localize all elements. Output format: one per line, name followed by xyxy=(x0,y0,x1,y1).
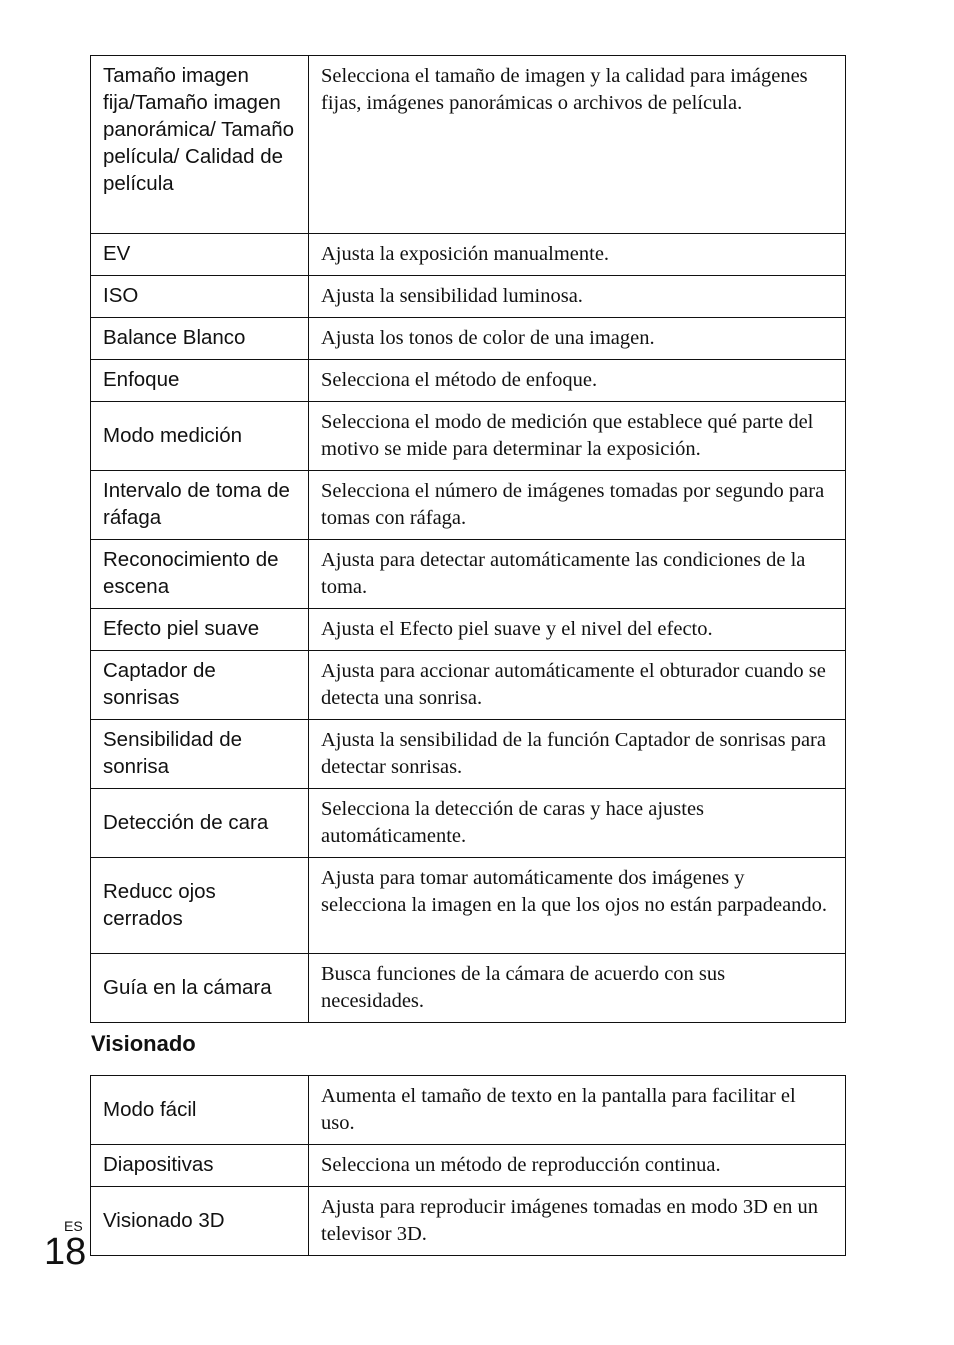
setting-term: Efecto piel suave xyxy=(91,609,309,651)
table-row xyxy=(91,720,846,789)
setting-term: Visionado 3D xyxy=(91,1187,309,1256)
setting-term: Detección de cara xyxy=(91,789,309,858)
table-row xyxy=(91,651,846,720)
setting-description: Ajusta los tonos de color de una imagen. xyxy=(309,318,846,360)
setting-term: Intervalo de toma de ráfaga xyxy=(91,471,309,540)
setting-description: Selecciona un método de reproducción continua. xyxy=(309,1145,846,1187)
table-row xyxy=(91,858,846,954)
setting-description: Selecciona el número de imágenes tomadas por segundo para tomas con ráfaga. xyxy=(309,471,846,540)
setting-term: Enfoque xyxy=(91,360,309,402)
table-row xyxy=(91,56,846,234)
setting-description: Ajusta para reproducir imágenes tomadas en modo 3D en un televisor 3D. xyxy=(309,1187,846,1256)
setting-description: Ajusta la exposición manualmente. xyxy=(309,234,846,276)
table-row xyxy=(91,789,846,858)
setting-term: Reducc ojos cerrados xyxy=(91,858,309,954)
table-row xyxy=(91,609,846,651)
table-row xyxy=(91,318,846,360)
page-number: 18 xyxy=(44,1231,87,1273)
table-row xyxy=(91,954,846,1023)
table-row xyxy=(91,360,846,402)
setting-description: Busca funciones de la cámara de acuerdo con sus necesidades. xyxy=(309,954,846,1023)
setting-description: Selecciona el método de enfoque. xyxy=(309,360,846,402)
table-row xyxy=(91,276,846,318)
table-row xyxy=(91,1076,846,1145)
table-row xyxy=(91,1145,846,1187)
setting-description: Ajusta el Efecto piel suave y el nivel del efecto. xyxy=(309,609,846,651)
setting-term: Guía en la cámara xyxy=(91,954,309,1023)
setting-term: Reconocimiento de escena xyxy=(91,540,309,609)
language-code: ES xyxy=(64,1218,83,1234)
shooting-settings-table xyxy=(90,55,846,1023)
setting-term: Sensibilidad de sonrisa xyxy=(91,720,309,789)
setting-description: Ajusta la sensibilidad de la función Captador de sonrisas para detectar sonrisas. xyxy=(309,720,846,789)
section-title: Visionado xyxy=(91,1031,196,1056)
setting-description: Selecciona el tamaño de imagen y la calidad para imágenes fijas, imágenes panorámicas o archivos de película. xyxy=(309,56,846,234)
setting-description: Ajusta para tomar automáticamente dos imágenes y selecciona la imagen en la que los ojos no están parpadeando. xyxy=(309,858,846,954)
table-row xyxy=(91,1187,846,1256)
setting-description: Ajusta la sensibilidad luminosa. xyxy=(309,276,846,318)
setting-term: EV xyxy=(91,234,309,276)
setting-term: ISO xyxy=(91,276,309,318)
setting-term: Modo medición xyxy=(91,402,309,471)
setting-term: Tamaño imagen fija/Tamaño imagen panorámica/ Tamaño película/ Calidad de película xyxy=(91,56,309,234)
setting-term: Diapositivas xyxy=(91,1145,309,1187)
setting-term: Captador de sonrisas xyxy=(91,651,309,720)
table-row xyxy=(91,471,846,540)
table-row xyxy=(91,540,846,609)
setting-description: Ajusta para detectar automáticamente las condiciones de la toma. xyxy=(309,540,846,609)
table-row xyxy=(91,402,846,471)
setting-description: Ajusta para accionar automáticamente el obturador cuando se detecta una sonrisa. xyxy=(309,651,846,720)
setting-term: Balance Blanco xyxy=(91,318,309,360)
setting-term: Modo fácil xyxy=(91,1076,309,1145)
setting-description: Aumenta el tamaño de texto en la pantalla para facilitar el uso. xyxy=(309,1076,846,1145)
table-row xyxy=(91,234,846,276)
viewing-settings-table xyxy=(90,1075,846,1256)
setting-description: Selecciona el modo de medición que establece qué parte del motivo se mide para determinar la exposición. xyxy=(309,402,846,471)
setting-description: Selecciona la detección de caras y hace ajustes automáticamente. xyxy=(309,789,846,858)
